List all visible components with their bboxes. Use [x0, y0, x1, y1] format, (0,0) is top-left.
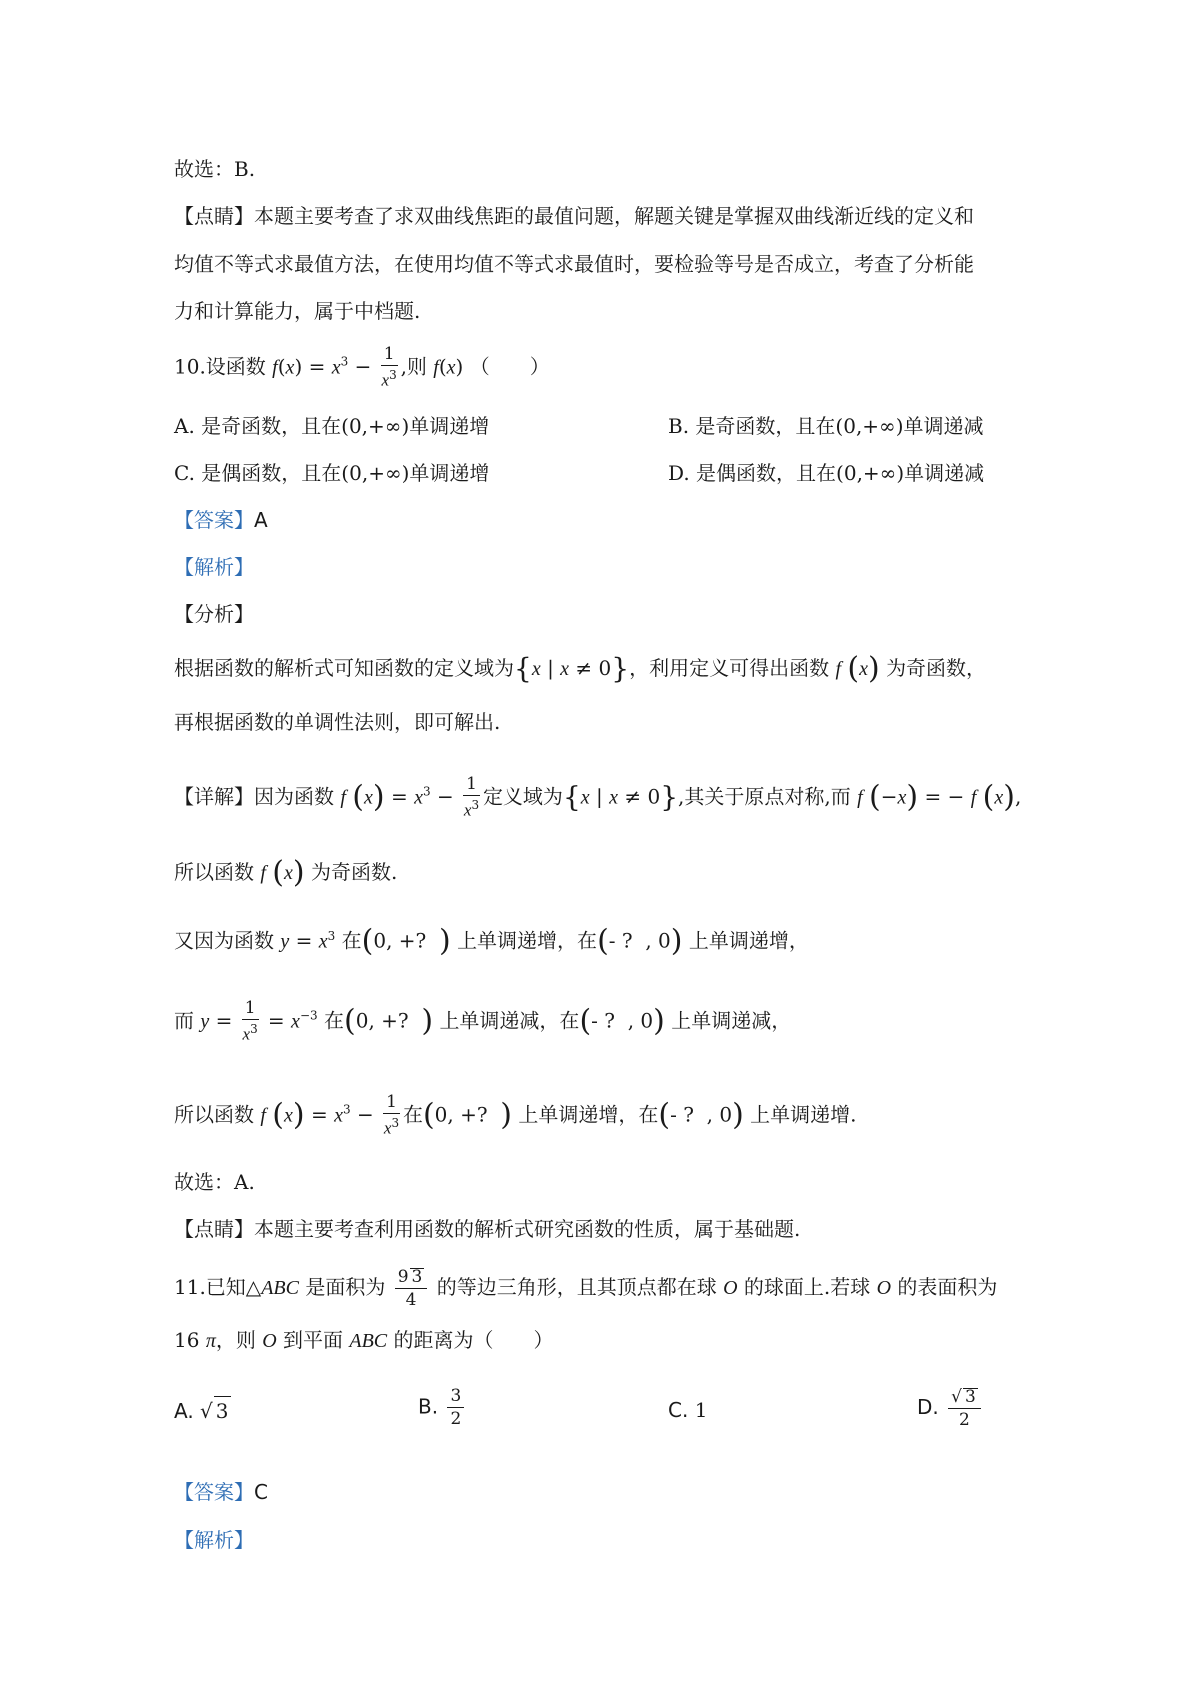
- q11-option-c: C. 1: [668, 1398, 708, 1422]
- q10-option-a: A. 是奇函数，且在(0,+∞)单调递增: [174, 414, 490, 438]
- q11-stem-line1: 11.已知△ABC 是面积为 $\frac{9 3}{4}$ 的等边三角形，且其顶点都在球 O 的球面上.若球 O 的表面积为: [174, 1267, 998, 1310]
- q10-option-b: B. 是奇函数，且在(0,+∞)单调递减: [668, 414, 984, 438]
- q10-fenxi-line2: 再根据函数的单调性法则，即可解出.: [174, 710, 501, 734]
- q10-detail-line1: 【详解】因为函数 f $(x) = x^3$ − $\frac{1}{x^3}$ 定义域为{x | x ≠ 0},其关于原点对称,而 f (−x) = − f (x),: [174, 774, 1022, 820]
- q10-answer: 【答案】A: [174, 508, 268, 532]
- q11-stem-line2: 16 π，则 O 到平面 ABC 的距离为（ ）: [174, 1328, 554, 1352]
- q10-detail-line3: 又因为函数 $y = x^3$ 在(0, +? ) 上单调递增，在(- ? , 0) 上单调递增，: [174, 923, 809, 959]
- q11-answer: 【答案】C: [174, 1480, 268, 1504]
- q11-analysis-tag: 【解析】: [174, 1528, 254, 1552]
- q10-answer-line: 故选：A.: [174, 1170, 255, 1194]
- q10-detail-line5: 所以函数 f $(x) = x^3$ − $\frac{1}{x^3}$ 在(0, +? ) 上单调递增，在(- ? , 0) 上单调递增.: [174, 1092, 857, 1138]
- q11-option-d: D. $\frac{√ 3}{2}$: [917, 1388, 984, 1429]
- q9-comment-line2: 均值不等式求最值方法，在使用均值不等式求最值时，要检验等号是否成立，考查了分析能: [174, 252, 974, 276]
- q9-comment-line1: 【点睛】本题主要考查了求双曲线焦距的最值问题，解题关键是掌握双曲线渐近线的定义和: [174, 204, 974, 228]
- q9-comment-line3: 力和计算能力，属于中档题.: [174, 299, 421, 323]
- q10-stem: 10.设函数 $f(x) = x^3$ − $\frac{1}{x^3}$ ,则 f(x) （ ）: [174, 344, 550, 390]
- q10-comment: 【点睛】本题主要考查利用函数的解析式研究函数的性质，属于基础题.: [174, 1217, 801, 1241]
- q10-option-d: D. 是偶函数，且在(0,+∞)单调递减: [668, 461, 985, 485]
- q10-detail-line2: 所以函数 f (x) 为奇函数.: [174, 855, 398, 890]
- q10-fenxi-line1: 根据函数的解析式可知函数的定义域为{x | x ≠ 0}，利用定义可得出函数 f (x) 为奇函数，: [174, 651, 987, 686]
- q10-fenxi-tag: 【分析】: [174, 602, 254, 626]
- q10-analysis-tag: 【解析】: [174, 555, 254, 579]
- q10-detail-line4: 而 y = $\frac{1}{x^3}$ = $x^{-3}$ 在(0, +? ) 上单调递减，在(- ? , 0) 上单调递减，: [174, 998, 792, 1044]
- q10-option-c: C. 是偶函数，且在(0,+∞)单调递增: [174, 461, 490, 485]
- q11-option-a: A. √ 3: [174, 1396, 231, 1425]
- q11-option-b: B. $\frac{3}{2}$: [418, 1388, 467, 1428]
- q9-answer-line: 故选：B.: [174, 157, 256, 181]
